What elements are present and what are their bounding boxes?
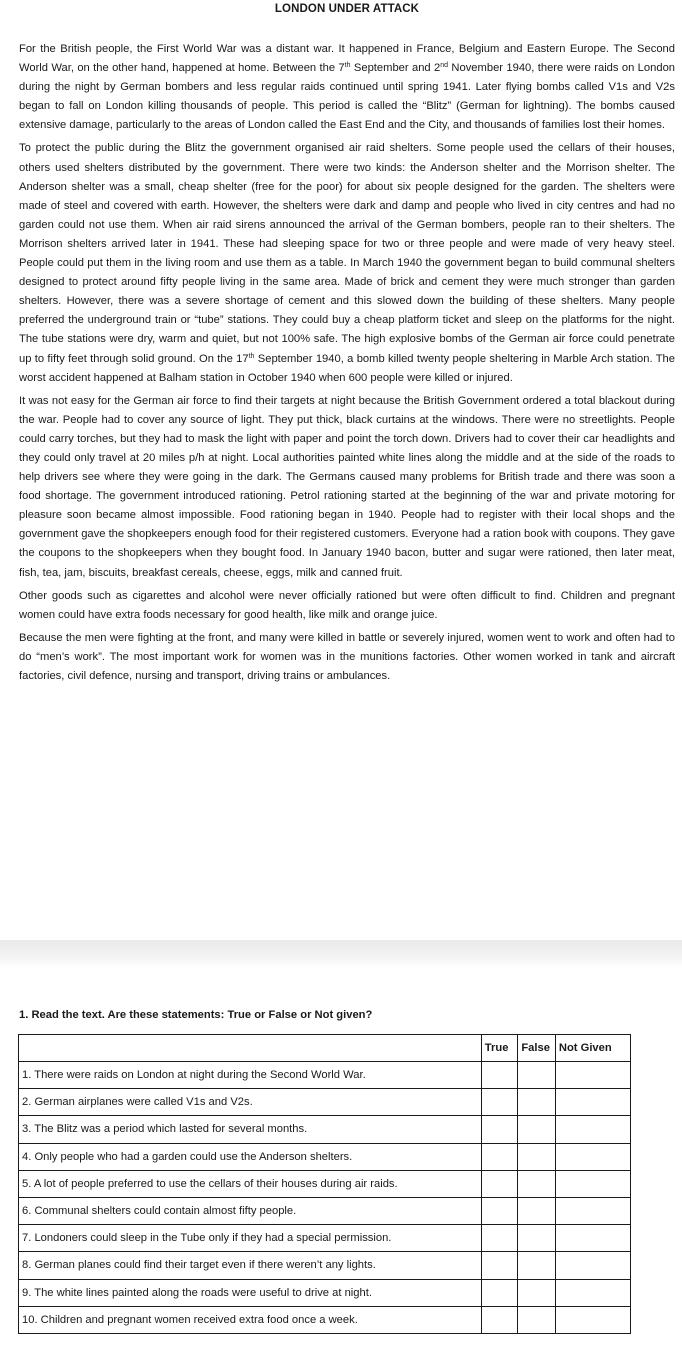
answer-box-false[interactable] xyxy=(518,1252,556,1279)
statement-text: 9. The white lines painted along the roads were useful to drive at night. xyxy=(19,1279,482,1306)
table-row xyxy=(19,1089,631,1116)
answer-box-false[interactable] xyxy=(518,1089,556,1116)
answer-box-true[interactable] xyxy=(481,1197,518,1224)
answer-box-false[interactable] xyxy=(518,1225,556,1252)
table-row xyxy=(19,1170,631,1197)
answer-box-not-given[interactable] xyxy=(555,1252,630,1279)
true-false-table xyxy=(18,1034,631,1334)
answer-box-not-given[interactable] xyxy=(555,1306,630,1333)
answer-box-true[interactable] xyxy=(481,1252,518,1279)
answer-box-not-given[interactable] xyxy=(555,1197,630,1224)
table-row xyxy=(19,1062,631,1089)
answer-box-true[interactable] xyxy=(481,1116,518,1143)
paragraph-1: For the British people, the First World War was a distant war. It happened in France, Belgium and Eastern Europe. The Second World War, on the other hand, happened at home. Between the 7th September and 2nd November 1940, there were raids on London during the night by German bombers and less regular raids continued until spring 1941. Later flying bombs called V1s and V2s began to fall on London killing thousands of people. This period is called the “Blitz” (German for lightning). The bombs caused extensive damage, particularly to the areas of London called the East End and the City, and thousands of families lost their homes. xyxy=(19,43,676,132)
exercise-instruction: 1. Read the text. Are these statements: True or False or Not given? xyxy=(19,1009,373,1021)
answer-box-false[interactable] xyxy=(518,1306,556,1333)
table-header-row xyxy=(19,1035,631,1062)
answer-box-false[interactable] xyxy=(518,1143,556,1170)
statement-text: 5. A lot of people preferred to use the cellars of their houses during air raids. xyxy=(19,1170,482,1197)
statement-text: 7. Londoners could sleep in the Tube only if they had a special permission. xyxy=(19,1225,482,1252)
answer-box-true[interactable] xyxy=(481,1170,518,1197)
statement-header-cell xyxy=(19,1035,482,1062)
statement-text: 4. Only people who had a garden could use the Anderson shelters. xyxy=(19,1143,482,1170)
paragraph-5: Because the men were fighting at the front, and many were killed in battle or severely injured, women went to work and often had to do “men’s work”. The most important work for women was in the munitions factories. Other women worked in tank and aircraft factories, civil defence, nursing and transport, driving trains or ambulances. xyxy=(19,631,675,682)
paragraph-3: It was not easy for the German air force to find their targets at night because the British Government ordered a total blackout during the war. People had to cover any source of light. They put thick, black curtains at the windows. There were no streetlights. People could carry torches, but they had to mask the light with paper and point the torch down. Drivers had to cover their car headlights and they could only travel at 20 miles p/h at night. Local authorities painted white lines along the middle and at the side of the roads to help drivers see where they were going in the dark. The Germans caused many problems for British trade and there was soon a food shortage. The government introduced rationing. Petrol rationing started at the beginning of the war and private motoring for pleasure soon became almost impossible. Food rationing began in 1940. People had to register with their local shops and the government gave the shopkeepers enough food for their registered customers. Everyone had a ration book with coupons. They gave the coupons to the shopkeepers when they bought food. In January 1940 bacon, butter and sugar were rationed, then later meat, fish, tea, jam, biscuits, breakfast cereals, cheese, eggs, milk and canned fruit. xyxy=(19,394,675,579)
document-title: LONDON UNDER ATTACK xyxy=(274,3,420,15)
answer-box-false[interactable] xyxy=(518,1062,556,1089)
answer-box-true[interactable] xyxy=(481,1062,518,1089)
answer-box-false[interactable] xyxy=(518,1279,556,1306)
answer-box-not-given[interactable] xyxy=(555,1143,630,1170)
document-body xyxy=(19,40,675,690)
answer-box-not-given[interactable] xyxy=(555,1062,630,1089)
answer-box-false[interactable] xyxy=(518,1170,556,1197)
answer-box-false[interactable] xyxy=(518,1197,556,1224)
table-row xyxy=(19,1116,631,1143)
statement-text: 8. German planes could find their target even if there weren’t any lights. xyxy=(19,1252,482,1279)
paragraph-4: Other goods such as cigarettes and alcohol were never officially rationed but were often difficult to find. Children and pregnant women could have extra foods necessary for good health, like milk and orange juice. xyxy=(19,589,675,621)
page-divider xyxy=(0,940,682,968)
table-row xyxy=(19,1279,631,1306)
exercise-page xyxy=(0,968,682,1352)
answer-box-true[interactable] xyxy=(481,1279,518,1306)
table-row xyxy=(19,1252,631,1279)
statement-text: 3. The Blitz was a period which lasted for several months. xyxy=(19,1116,482,1143)
table-row xyxy=(19,1143,631,1170)
column-header-not-given: Not Given xyxy=(555,1035,630,1062)
answer-box-not-given[interactable] xyxy=(555,1089,630,1116)
column-header-false: False xyxy=(518,1035,556,1062)
answer-box-true[interactable] xyxy=(481,1089,518,1116)
column-header-true: True xyxy=(481,1035,518,1062)
statement-text: 10. Children and pregnant women received extra food once a week. xyxy=(19,1306,482,1333)
answer-box-not-given[interactable] xyxy=(555,1170,630,1197)
paragraph-2: To protect the public during the Blitz the government organised air raid shelters. Some people used the cellars of their houses, others used shelters distributed by the government. There were two kinds: the Anderson shelter and the Morrison shelter. The Anderson shelter was a small, cheap shelter (free for the poor) for about six people designed for the garden. The shelters were made of steel and covered with earth. However, the shelters were dark and damp and people who lived in city centres and had no garden could not use them. When air raid sirens announced the arrival of the German bombers, people ran to their shelters. The Morrison shelters arrived later in 1941. These had sleeping space for two or three people and were made of very heavy steel. People could put them in the living room and use them as a table. In March 1940 the government began to build communal shelters designed to protect around fifty people living in the same area. Made of brick and cement they were much stronger than garden shelters. However, there was a severe shortage of cement and this slowed down the building of these shelters. Many people preferred the underground train or “tube” stations. They could buy a cheap platform ticket and sleep on the platforms for the night. The tube stations were dry, warm and quiet, but not 100% safe. The high explosive bombs of the German air force could penetrate up to fifty feet through solid ground. On the 17th September 1940, a bomb killed twenty people sheltering in Marble Arch station. The worst accident happened at Balham station in October 1940 when 600 people were killed or injured. xyxy=(19,142,675,384)
statement-text: 6. Communal shelters could contain almost fifty people. xyxy=(19,1197,482,1224)
answer-box-not-given[interactable] xyxy=(555,1279,630,1306)
table-row xyxy=(19,1197,631,1224)
answer-box-true[interactable] xyxy=(481,1225,518,1252)
answer-box-true[interactable] xyxy=(481,1143,518,1170)
answer-box-not-given[interactable] xyxy=(555,1225,630,1252)
answer-box-false[interactable] xyxy=(518,1116,556,1143)
table-row xyxy=(19,1306,631,1333)
answer-box-true[interactable] xyxy=(481,1306,518,1333)
statement-text: 2. German airplanes were called V1s and V2s. xyxy=(19,1089,482,1116)
table-row xyxy=(19,1225,631,1252)
statement-text: 1. There were raids on London at night during the Second World War. xyxy=(19,1062,482,1089)
answer-box-not-given[interactable] xyxy=(555,1116,630,1143)
